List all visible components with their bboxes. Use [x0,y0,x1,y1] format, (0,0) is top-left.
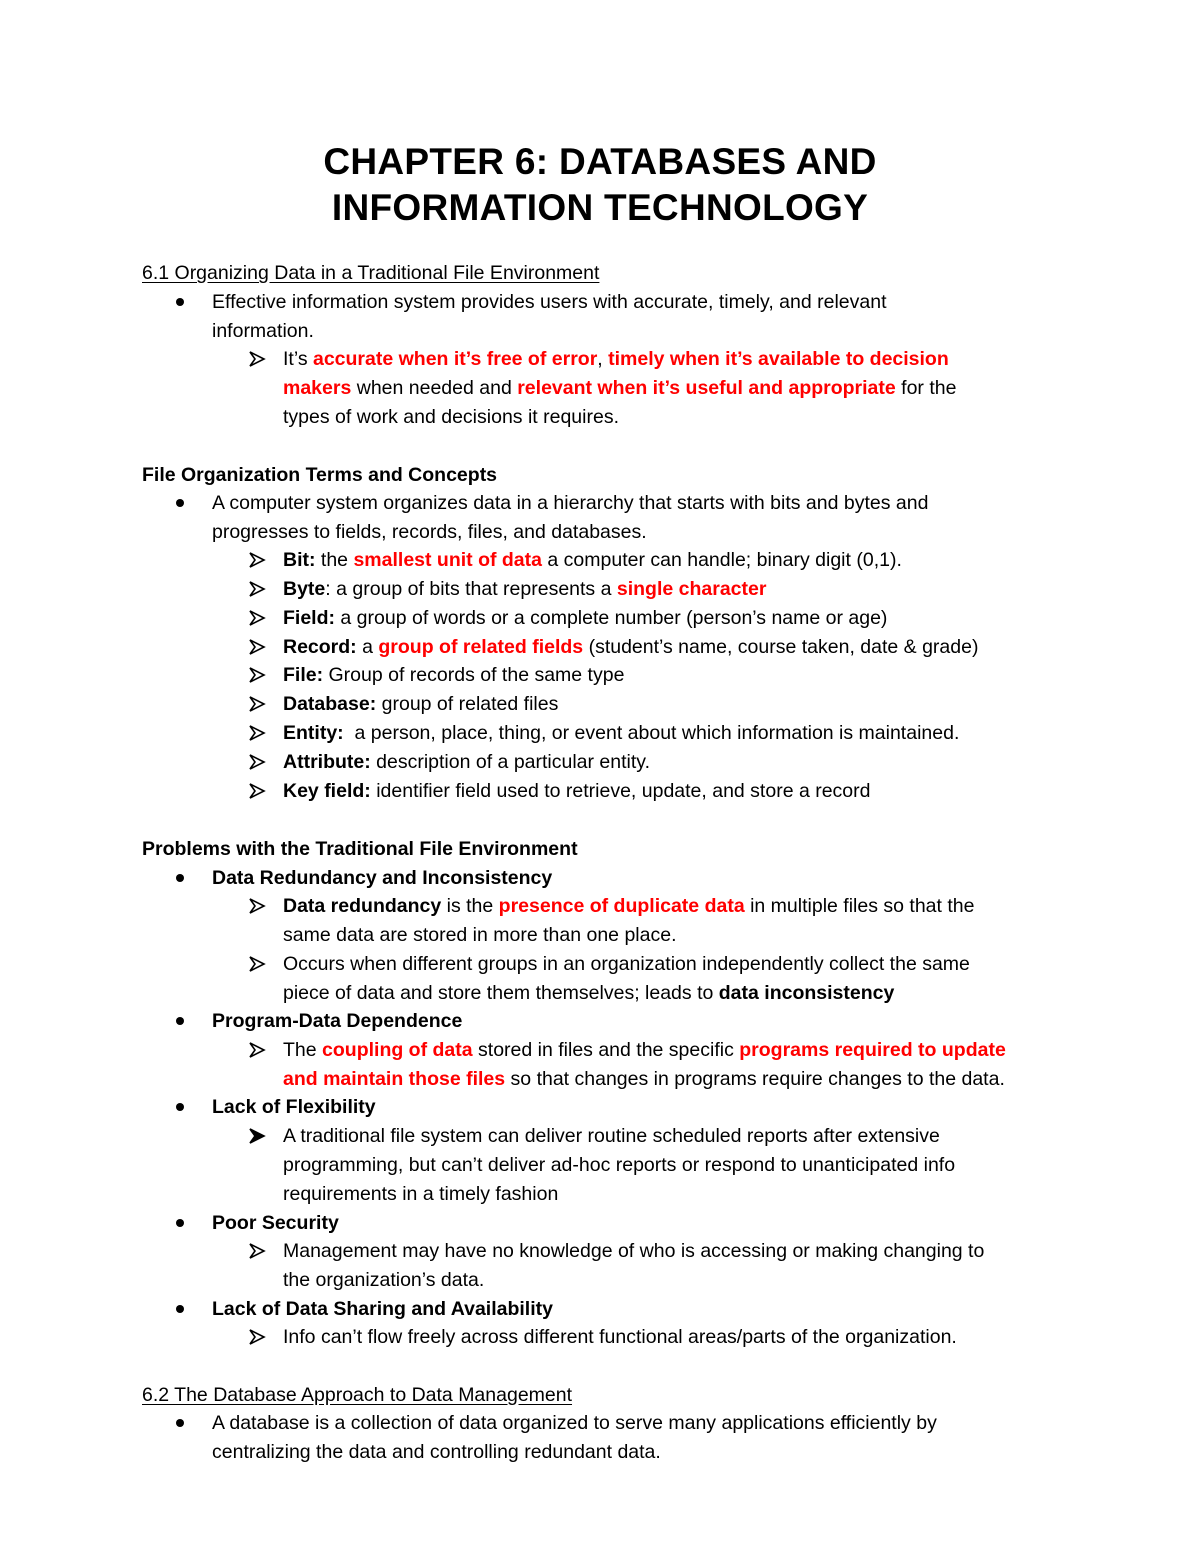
chapter-title-line-2: INFORMATION TECHNOLOGY [331,187,869,228]
s61-bullet-line-2: information. [212,320,314,342]
arrowhead-bullet-icon [248,897,266,915]
redundancy-arrow-2-line-1: Occurs when different groups in an organization independently collect the same [283,953,970,975]
arrowhead-bullet-icon [248,580,266,598]
s62-bullet-line-1: A database is a collection of data organized to serve many applications efficiently by [212,1412,937,1434]
term-byte: Byte: a group of bits that represents a single character [283,578,767,600]
term-record: Record: a group of related fields (student’s name, course taken, date & grade) [283,636,979,658]
problem-dependence-label: Program-Data Dependence [212,1010,463,1032]
arrowhead-bullet-icon [248,782,266,800]
redundancy-arrow-1-line-2: same data are stored in more than one place. [283,924,677,946]
problem-sharing-label: Lack of Data Sharing and Availability [212,1298,553,1320]
flexibility-arrow-line-2: programming, but can’t deliver ad-hoc reports or respond to unanticipated info [283,1154,956,1176]
sharing-arrow-line-1: Info can’t flow freely across different functional areas/parts of the organization. [283,1326,957,1348]
arrowhead-bullet-icon [248,1328,266,1346]
bullet-icon [176,1219,184,1227]
term-file: File: Group of records of the same type [283,664,625,686]
arrowhead-bullet-icon [248,1242,266,1260]
s61-arrow-line-3: types of work and decisions it requires. [283,406,619,428]
bullet-icon [176,1419,184,1427]
redundancy-arrow-2-line-2: piece of data and store them themselves; leads to data inconsistency [283,982,895,1004]
bullet-icon [176,874,184,882]
term-entity: Entity: a person, place, thing, or event about which information is maintained. [283,722,960,744]
security-arrow-line-2: the organization’s data. [283,1269,485,1291]
problem-redundancy-label: Data Redundancy and Inconsistency [212,867,553,889]
term-database: Database: group of related files [283,693,559,715]
arrowhead-bullet-icon [248,1041,266,1059]
arrowhead-bullet-icon [248,551,266,569]
fo-bullet-line-1: A computer system organizes data in a hierarchy that starts with bits and bytes and [212,492,929,514]
fo-bullet-line-2: progresses to fields, records, files, and databases. [212,521,647,543]
problem-security-label: Poor Security [212,1212,339,1234]
term-bit: Bit: the smallest unit of data a computer can handle; binary digit (0,1). [283,549,902,571]
term-attribute: Attribute: description of a particular entity. [283,751,651,773]
chapter-title-line-1: CHAPTER 6: DATABASES AND [323,141,877,182]
dependence-arrow-line-2: and maintain those files so that changes in programs require changes to the data. [283,1068,1005,1090]
arrowhead-bullet-icon [248,350,266,368]
term-field: Field: a group of words or a complete number (person’s name or age) [283,607,888,629]
flexibility-arrow-line-3: requirements in a timely fashion [283,1183,559,1205]
section-6-2-heading: 6.2 The Database Approach to Data Management [142,1384,573,1406]
arrowhead-bullet-icon [248,753,266,771]
section-6-1-heading: 6.1 Organizing Data in a Traditional File Environment [142,262,600,284]
security-arrow-line-1: Management may have no knowledge of who is accessing or making changing to [283,1240,985,1262]
bullet-icon [176,298,184,306]
flexibility-arrow-line-1: A traditional file system can deliver routine scheduled reports after extensive [283,1125,940,1147]
arrowhead-bullet-icon [248,695,266,713]
dependence-arrow-line-1: The coupling of data stored in files and the specific programs required to update [283,1039,1006,1061]
problem-flexibility-label: Lack of Flexibility [212,1096,376,1118]
problems-heading: Problems with the Traditional File Environment [142,838,578,860]
s61-bullet-line-1: Effective information system provides users with accurate, timely, and relevant [212,291,887,313]
arrowhead-bullet-icon [248,609,266,627]
redundancy-arrow-1-line-1: Data redundancy is the presence of duplicate data in multiple files so that the [283,895,975,917]
s62-bullet-line-2: centralizing the data and controlling redundant data. [212,1441,661,1463]
bullet-icon [176,1017,184,1025]
s61-arrow-line-1: It’s accurate when it’s free of error, timely when it’s available to decision [283,348,949,370]
bullet-icon [176,1305,184,1313]
arrowhead-bullet-icon [248,955,266,973]
arrowhead-bullet-icon [248,724,266,742]
term-key-field: Key field: identifier field used to retrieve, update, and store a record [283,780,871,802]
arrowhead-bullet-icon [248,1127,266,1145]
arrowhead-bullet-icon [248,638,266,656]
bullet-icon [176,499,184,507]
file-organization-heading: File Organization Terms and Concepts [142,464,498,486]
bullet-icon [176,1103,184,1111]
s61-arrow-line-2: makers when needed and relevant when it’s useful and appropriate for the [283,377,957,399]
arrowhead-bullet-icon [248,666,266,684]
